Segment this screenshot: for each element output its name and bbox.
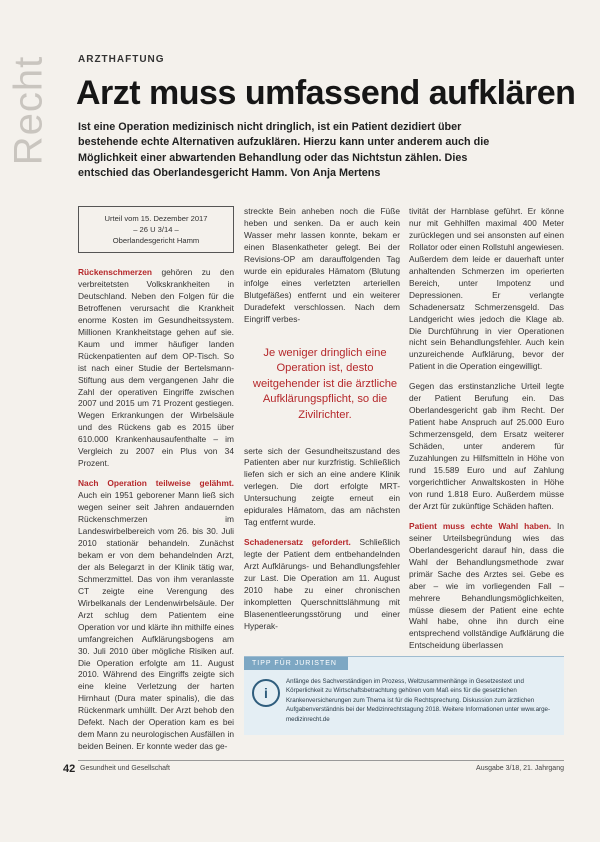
tip-box bbox=[244, 656, 564, 735]
citation-date: Urteil vom 15. Dezember 2017 bbox=[104, 214, 208, 223]
citation-court: Oberlandesgericht Hamm bbox=[112, 236, 200, 245]
info-icon: i bbox=[252, 679, 280, 707]
paragraph-text: Auch ein 1951 geborener Mann ließ sich wegen seiner seit Jahren andauernden Rückenschmerzen im Landeswirbelbereich vom 26. bis 30. Juli 2010 stationär behandeln. Zunächst bekam er von dem behandelnden Arzt, der als Belegarzt in der Klinik tätig war, Schmerzmittel. Das von ihm veranlasste CT zeigte eine Verengung des Wirbelkanals der Lendenwirbelsäule. Der Arzt schlug dem Patientem eine Operation vor und klärte ihn mithilfe eines umfangreichen Aufklärungsbogens am 30. Juli 2010 über mögliche Risiken auf. Die Operation erfolgte am 11. August 2010. Während des Eingriffs zeigte sich eine kleine Verletzung der harten Hirnhaut (Dura mater spinalis), die das Rückenmark umhüllt. Der Arzt behob den Defekt. Nach der Operation kam es bei dem Mann zu neurologischen Ausfällen in beiden Beinen. Er konnte weder das ge- bbox=[78, 490, 234, 752]
column-1 bbox=[78, 206, 234, 761]
body-paragraph bbox=[244, 537, 400, 633]
body-paragraph bbox=[244, 206, 400, 326]
paragraph-text: Schließlich legte der Patient dem entbehandelnden Arzt Aufklärungs- und Behandlungsfehler zur Last. Die Operation am 11. August 2010 habe zu einer chronischen inkompletten Querschnittslähmung mit Blasenentleerungsstörung und einer Hyperak- bbox=[244, 537, 400, 631]
body-paragraph bbox=[409, 381, 564, 512]
subheading: Nach Operation teilweise gelähmt. bbox=[78, 478, 234, 489]
footer-divider bbox=[78, 760, 564, 761]
paragraph-text: gehören zu den verbreitetsten Volkskrankheiten in Deutschland. Neben den Folgen für die Betroffenen verursacht die Krankheit enorme Kosten im Gesundheitssystem. Millionen Krankheitstage gehen auf sie. Kaum und immer häufiger landen Rückenpatienten auf dem OP-Tisch. So ist nach einer Studie der Bertelsmann-Stiftung aus dem vergangenen Jahr die Zahl der operativen Eingriffe zwischen 2007 und 2015 um 71 Prozent gestiegen. Wegen Erkrankungen der Wirbelsäule und des Rückens gab es 2015 über 610.000 Krankenhausaufenthalte – im Vergleich zu 2007 ein Plus von 34 Prozent. bbox=[78, 267, 234, 469]
lead-text: Ist eine Operation medizinisch nicht dringlich, ist ein Patient dezidiert über bestehende echte Alternativen aufzuklären. Hierzu kann unter anderem auch die Möglichkeit einer abwartenden Behandlung oder das Nichtstun zählen. Dies entschied das Oberlandesgericht Hamm. bbox=[78, 121, 490, 179]
tip-text: Anfänge des Sachverständigen im Prozess, Weltzusammenhänge in Gesetzestext und Körperlichkeit zu Wirtschaftsbetrachtung gehören vom Maß eins für die gesetzlichen Krankenversicherungen zum Thema ist für die Rechtsprechung. Diskussion zum ärztlichen Aufgabenverständnis bei der Medizinrechtstagung 2018. Weitere Informationen unter www.arge-medizinrecht.de bbox=[286, 678, 551, 723]
body-paragraph bbox=[78, 267, 234, 470]
paragraph-text: serte sich der Gesundheitszustand des Patienten aber nur kurzfristig. Schließlich liefen sich er sich an eine andere Klinik verlegen. Die dort erfolgte MRT-Untersuchung zeigte erneut ein epidurales Hämatom, das am nächsten Tag entfernt wurde. bbox=[244, 445, 400, 528]
body-paragraph bbox=[409, 206, 564, 373]
tip-header: TIPP FÜR JURISTEN bbox=[244, 657, 348, 670]
body-paragraph bbox=[409, 521, 564, 652]
issue-info: Ausgabe 3/18, 21. Jahrgang bbox=[476, 765, 564, 772]
paragraph-text: streckte Bein anheben noch die Füße heben und senken. Da er auch kein Wasser mehr lassen konnte, bekam er einen Blasenkatheter gelegt. Bei der Revisions-OP am darauffolgenden Tag wurde ein epidurales Hämatom (Blutung infolge eines verletzten arteriellen Blutgefäßes) entfernt und ein weiterer Duradefekt verschlossen. Nach dem Eingriff verbes- bbox=[244, 206, 400, 324]
kicker: ARZTHAFTUNG bbox=[78, 54, 165, 65]
subheading: Schadenersatz gefordert. bbox=[244, 537, 351, 548]
magazine-name: Gesundheit und Gesellschaft bbox=[80, 765, 170, 772]
citation-box bbox=[78, 206, 234, 253]
subheading: Rückenschmerzen bbox=[78, 267, 153, 277]
body-paragraph bbox=[244, 446, 400, 530]
body-paragraph bbox=[78, 478, 234, 753]
section-label-text: Recht bbox=[6, 55, 51, 166]
page-number: 42 bbox=[63, 763, 76, 775]
subheading: Patient muss echte Wahl haben. bbox=[409, 520, 552, 531]
paragraph-text: tivität der Harnblase geführt. Er könne nur mit Gehhilfen maximal 400 Meter zurücklegen und sei ansonsten auf einen Rollator oder einen Rollstuhl angewiesen. Außerdem dem leide er dauerhaft unter anhaltenden Schmerzen im operierten Bereich, unter Impotenz und Depressionen. Er verlangte Schadenersatz Schmerzensgeld. Das Landgericht wies jedoch die Klage ab. Die Durchführung in vier Operationen nicht sein Behandlungsfehler. Auch kein unzureichende Aufklärung, bevor der Patient in die Operation eingewilligt. bbox=[409, 206, 564, 372]
column-2 bbox=[244, 206, 400, 641]
citation-number: – 26 U 3/14 – bbox=[133, 225, 179, 234]
page-title: Arzt muss umfassend aufklären bbox=[76, 74, 576, 112]
lead-paragraph bbox=[78, 120, 498, 181]
pull-quote: Je weniger dringlich eine Operation ist, desto weitgehender ist die ärztliche Aufklärungspflicht, so die Zivilrichter. bbox=[252, 347, 398, 421]
paragraph-text: Gegen das erstinstanzliche Urteil legte der Patient Berufung ein. Das Oberlandesgericht gab ihm Recht. Der Patient habe Anspruch auf 25.000 Euro Schmerzensgeld, dem Ersatz weiterer Schäden, unter anderem für Zuzahlungen zu Hilfsmitteln in Höhe von rund 15.589 Euro und auf Zahlung vorgerichtlicher Anwaltskosten in Höhe von rund 1.818 Euro. Außerdem müsse der Arzt für zukünftige Schäden haften. bbox=[409, 381, 564, 511]
column-3 bbox=[409, 206, 564, 660]
section-label bbox=[6, 40, 56, 166]
paragraph-text: In seiner Urteilsbegründung wies das Oberlandesgericht darauf hin, dass die Wahl der Behandlungsmethode zwar primär Sache des Arztes sei. Gebe es aber – wie im vorliegenden Fall – mehrere Behandlungsmöglichkeiten, müsse diesem der Patient eine echte Wahl habe, ohne ihn durch eine entsprechend vollständige Aufklärung die Entscheidung überlassen bbox=[409, 520, 565, 651]
author-byline: Von Anja Mertens bbox=[290, 166, 381, 179]
